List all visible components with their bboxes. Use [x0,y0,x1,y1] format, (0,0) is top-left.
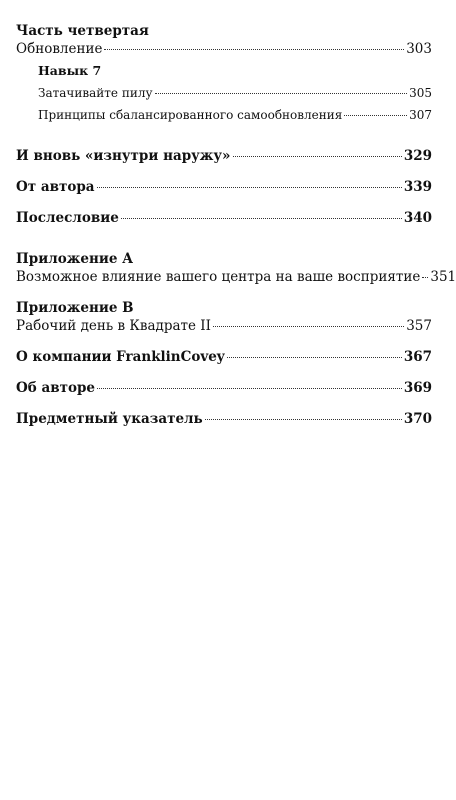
dot-leader [422,276,428,278]
toc-entry-from-author [16,178,432,196]
appendix-a-heading: Приложение А [16,251,134,267]
toc-entry-page: 351 [430,269,456,285]
toc-entry-title: Рабочий день в Квадрате II [16,318,211,334]
dot-leader [97,186,402,188]
toc-entry-page: 369 [403,380,432,396]
toc-entry-title: Об авторе [16,380,95,396]
toc-entry-page: 340 [403,210,432,226]
dot-leader [205,418,402,420]
toc-entry-appendix-a [16,268,456,286]
toc-entry-inside-out [16,147,432,165]
toc-entry-title: Возможное влияние вашего центра на ваше восприятие [16,269,421,285]
toc-entry-title: Обновление [16,41,103,57]
toc-entry-title: Послесловие [16,210,119,226]
habit-heading: Навык 7 [38,63,102,78]
part-heading: Часть четвертая [16,23,149,39]
toc-entry-page: 357 [406,318,432,334]
toc-entry-page: 339 [403,179,432,195]
toc-entry-title: Затачивайте пилу [38,86,153,100]
toc-entry-page: 329 [403,148,432,164]
toc-entry-page: 307 [409,108,432,122]
toc-entry-index [16,410,432,428]
toc-entry-title: Предметный указатель [16,411,203,427]
dot-leader [233,155,402,157]
toc-entry-appendix-b [16,317,432,335]
dot-leader [121,217,402,219]
dot-leader [104,48,404,50]
toc-entry-page: 305 [409,86,432,100]
toc-entry-afterword [16,209,432,227]
toc-entry-company [16,348,432,366]
toc-entry-page: 367 [403,349,432,365]
toc-entry-page: 303 [406,41,432,57]
table-of-contents [16,22,456,428]
dot-leader [344,114,407,116]
dot-leader [97,387,402,389]
toc-entry-title: О компании FranklinCovey [16,349,225,365]
dot-leader [227,356,402,358]
toc-entry-sharpen-saw [16,84,432,102]
toc-entry-about-author [16,379,432,397]
toc-entry-renewal-principles [16,106,432,124]
appendix-b-heading: Приложение В [16,300,134,316]
toc-entry-renewal [16,40,432,58]
toc-entry-title: И вновь «изнутри наружу» [16,148,231,164]
dot-leader [155,92,408,94]
toc-entry-title: От автора [16,179,95,195]
toc-entry-page: 370 [403,411,432,427]
toc-entry-title: Принципы сбалансированного самообновления [38,108,343,122]
dot-leader [213,325,404,327]
